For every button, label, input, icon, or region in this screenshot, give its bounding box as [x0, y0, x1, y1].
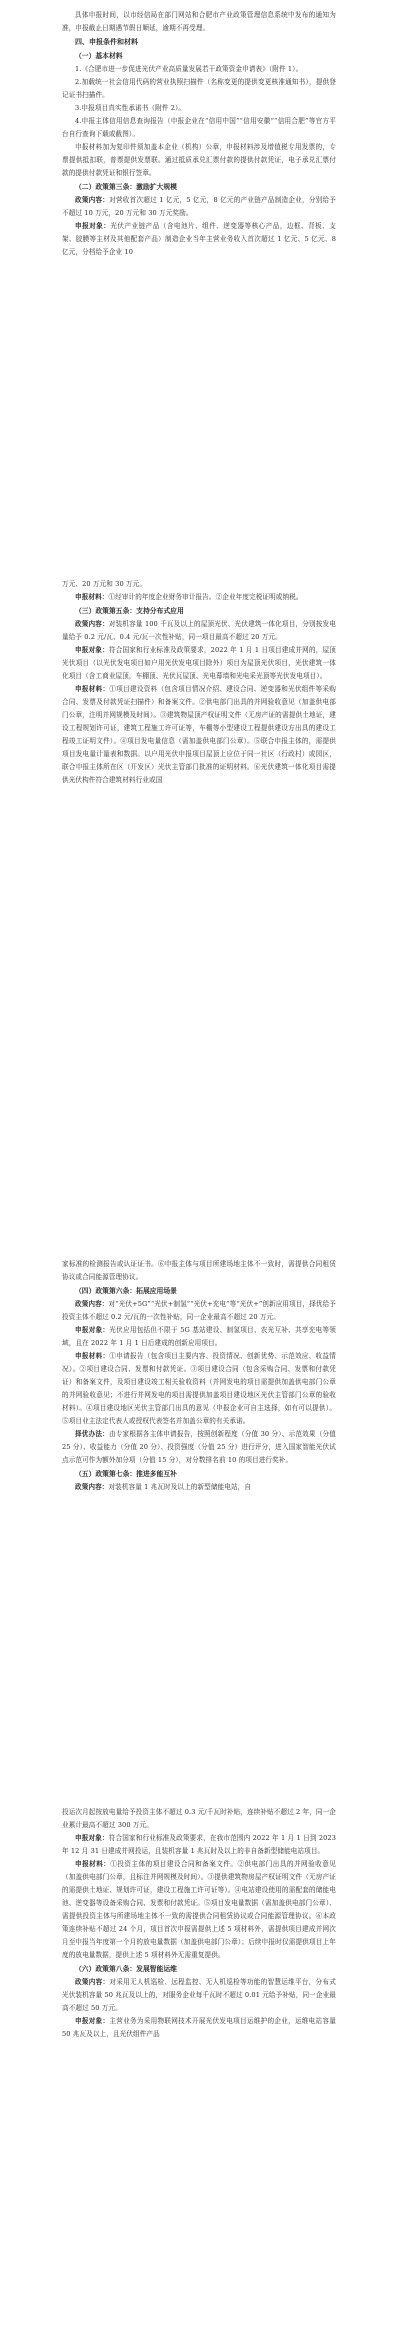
policy-name: 推进多能互补	[136, 1470, 177, 1478]
text: 对装机容量 100 千瓦及以上的屋顶光伏、光伏建筑一体化项目，分别按发电量给予 0.2 元/瓦、0.4 元/瓦一次性补贴，同一项目最高不超过 20 万元。	[62, 620, 336, 641]
text: 光伏应用包括但不限于 5G 基站建设、制氢项目、农光互补、共享充电等领域，且在 2022 年 1 月 1 日后建成的创新应用项目。	[62, 1326, 337, 1347]
label: 政策内容：	[75, 1978, 110, 1986]
policy-name: 激励扩大规模	[136, 183, 177, 191]
paragraph-policy-content	[0, 194, 400, 220]
label: 申报对象：	[75, 646, 109, 654]
policy-number: （五）政策第七条：	[75, 1470, 137, 1478]
text: ①申请报告（包含项目主要内容、投资情况、创新优势、示范效应、收益情况）。②项目建设合同、发票和付款凭证。③项目建设合同（包含采购合同、发票和付款凭证）和备案文件，及项目建设竣工相关验收资料（并网发电的项目需提供加盖供电部门公章的并网验收意见；不进行并网发电的项目需提供加盖项目建设地区光伏主管部门公章的验收材料）。④项目建设地区光伏主管部门出具的意见（申报企业可自主选择，如有可以提供）。⑤项目业主法定代表人或授权代表签名并加盖公章的有关承诺。	[62, 1352, 336, 1425]
text: 光伏产业链产品（含电池片、组件、逆变器等核心产品，边框、背板、支架、胶膜等主材及其他配套产品）制造企业当年主营业务收入首次超过 1 亿元、5 亿元、8 亿元，分档给予企业 10	[62, 222, 337, 256]
paragraph-materials	[0, 1858, 400, 1962]
page-middle	[0, 578, 400, 787]
text: 符合国家和行业标准及政策要求，2022 年 1 月 1 日项目建成并网的，屋顶光伏项目（以光伏发电项目如户用光伏发电项目除外）项目为屋顶光伏项目，光伏建筑一体化项目（含工商业屋顶，车棚顶、光伏瓦屋顶、光电幕墙和光电采光顶等光伏发电项目）。	[62, 646, 336, 680]
paragraph-materials	[0, 591, 400, 604]
paragraph-continued: 投运次月起按放电量给予投资主体不超过 0.3 元/千瓦时补贴，连续补贴不超过 2 年，同一企业累计最高不超过 300 万元。	[62, 1808, 336, 1829]
section-heading-conditions: 四、申报条件和材料	[75, 37, 138, 46]
paragraph-target	[0, 2015, 400, 2041]
text: ①项目建设资料（包含项目情况介绍、建设合同、逆变器和光伏组件等采购合同、发票及付款凭证扫描件）和备案文件。②供电部门出具的并网验收意见（加盖供电部门公章，注明并网规模及时间）。③建筑物屋顶产权证明文件（无房产证的需提供土地证，建设工程规划许可证，建筑工程施工许可证等，车棚等小型建设工程提供建设方出具的建设工程竣工证明文件）。④项目发电量信息（需加盖供电部门公章）。⑤联合申报主体的，需提供项目发电量计量表和数据。以户用光伏申报项目屋顶上应位于同一社区（行政村）或园区，联合申报主体所在区（开发区）光伏主管部门批准的证明材料。⑥光伏建筑一体化项目需提供光伏构件符合建筑材料行业或国	[62, 685, 336, 784]
paragraph-materials	[0, 1350, 400, 1428]
paragraph-materials	[0, 683, 400, 787]
label: 申报对象：	[75, 2017, 110, 2025]
list-item: 申报材料加为复印件须加盖本企业（机构）公章，申报材料涉及增值税专用发票的，专票提供抵扣联，普票提供发票联。通过抵质承兑汇票付款的提供付款凭证，电子承兑汇票付款的提供付款凭证和银行签章。	[62, 143, 336, 177]
subheading-policy-6	[0, 1284, 400, 1298]
paragraph-target	[0, 1324, 400, 1350]
label: 政策内容：	[75, 1300, 109, 1308]
paragraph-intro-tail: 具体申报时间，以市经信局在部门网站和合肥市产业政策管理信息系统中发布的通知为准，申报截止日期遇节假日顺延，逾期不再受理。	[62, 11, 336, 32]
paragraph-policy-content	[0, 1976, 400, 2015]
text: 对营收首次超过 1 亿元，5 亿元，8 亿元的产业链产品制造企业，分别给予不超过 10 万元，20 万元和 30 万元奖励。	[62, 196, 337, 217]
list-item: 3.申报项目真实性承诺书（附件 2）。	[75, 104, 186, 112]
page-top	[0, 9, 400, 259]
text: 对采用无人机巡检、远程监控、无人机巡检等功能的智慧运维平台，分布式光伏装机容量 50 兆瓦及以上的，对服务企业每千瓦时不超过 0.01 元给予补贴，同一企业最高不超过 50 万元。	[62, 1978, 336, 2012]
paragraph-selection	[0, 1428, 400, 1467]
subheading-policy-3	[0, 180, 400, 194]
label: 申报对象：	[75, 1834, 109, 1842]
text: 主营业务为采用物联网技术开展光伏发电项目运维护的企业，运维电站容量 50 兆瓦及以上，且光伏组件产品	[62, 2017, 336, 2038]
paragraph-policy-content	[0, 1298, 400, 1324]
label: 政策内容：	[75, 620, 109, 628]
text: 对“光伏+5G”“光伏+制氢”“光伏+充电”等“光伏+”创新应用项目，择优给予投资主体不超过 0.2 元/瓦的一次性补贴，同一企业最高不超过 20 万元。	[62, 1300, 337, 1321]
label: 申报材料：	[75, 1860, 111, 1868]
list-item: 4.申报主体信用信息查询报告（申报企业在“信用中国”“信用安徽”“信用合肥”等官方平台自行查询下载或截图）。	[62, 117, 336, 138]
page-bottom	[0, 1806, 400, 2041]
label: 申报材料：	[75, 685, 110, 693]
label: 政策内容：	[75, 196, 110, 204]
label: 申报材料：	[75, 1352, 110, 1360]
list-item: 2.加载统一社会信用代码的营业执照扫描件（名称变更的提供变更核准通知书），提供登记证书扫描件。	[62, 78, 336, 99]
paragraph-policy-content	[0, 1481, 400, 1494]
label: 政策内容：	[75, 1483, 109, 1491]
subheading-policy-7	[0, 1467, 400, 1481]
policy-name: 支持分布式应用	[136, 607, 184, 615]
label: 择优办法：	[75, 1430, 109, 1438]
policy-number: （六）政策第八条：	[75, 1965, 137, 1973]
text: ①经审计的年度企业财务审计报告。②企业年度完税证明或纳税。	[108, 593, 303, 601]
paragraph-continued: 家标准的检测报告或认证证书。⑥申报主体与项目所建场地主体不一致时，需提供合同租赁协议或合同能源管理协议。	[62, 1260, 336, 1281]
paragraph-target	[0, 644, 400, 683]
policy-name: 发展智能运维	[136, 1965, 177, 1973]
policy-number: （二）政策第三条：	[75, 183, 137, 191]
page-middle-2	[0, 1258, 400, 1494]
paragraph-continued: 万元、20 万元和 30 万元。	[62, 580, 147, 588]
policy-number: （四）政策第六条：	[75, 1287, 137, 1295]
paragraph-target	[0, 220, 400, 259]
text: 符合国家和行业标准及政策要求，在我市范围内 2022 年 1 月 1 日到 2023 年 12 月 31 日建成并网投运，且装机容量 1 兆瓦时及以上的非自备新型储能电站项目。	[62, 1834, 337, 1855]
policy-number: （三）政策第五条：	[75, 607, 137, 615]
subheading-basic-materials: （一）基本材料	[75, 52, 123, 60]
list-item: 1.《合肥市进一步促进光伏产业高质量发展若干政策资金申请表》（附件 1）。	[75, 65, 303, 73]
subheading-policy-8	[0, 1962, 400, 1976]
text: 由专家根据各主体申请报告，按照创新程度（分值 30 分）、示范效果（分值 25 分）、收益能力（分值 20 分）、投资强度（分值 25 分）进行评分，进入国家智能光伏试点示范可作为额外加分项（分值 15 分），对分数排名前 10 的项目进行奖补。	[62, 1430, 336, 1464]
text: 对装机容量 1 兆瓦时及以上的新型储能电站，自	[108, 1483, 252, 1491]
label: 申报对象：	[75, 1326, 110, 1334]
policy-name: 拓展应用场景	[136, 1287, 177, 1295]
label: 申报对象：	[75, 222, 111, 230]
label: 申报材料：	[75, 593, 109, 601]
paragraph-policy-content	[0, 618, 400, 644]
text: ①投资主体的项目建设合同和备案文件。②供电部门出具的并网验收意见（加盖供电部门公章，且标注并网规模及时间）。③提供建筑物房屋产权证明文件（无房产证的需提供土地证、规划许可证，建设工程施工许可证等）。④电站建设使用的需配套的储能电池、逆变器等设备采购合同、发票和付款凭证。⑤项目发电量数据（需加盖供电部门公章）、需提供投资主体与所建场地主体不一致的需提供合同租赁协议或合同能源管理协议。⑥本政策连续补贴不超过 24 个月，项目首次申报需提供上述 5 项材料外，需提供项目建成并网次月至申报当年度第一个月的放电量数据（加盖供电部门公章）；后续申报时仅需提供项目上年度的放电量数据，提供上述 5 项材料外无需重复提供。	[62, 1860, 337, 1959]
paragraph-target	[0, 1832, 400, 1858]
subheading-policy-5	[0, 604, 400, 618]
